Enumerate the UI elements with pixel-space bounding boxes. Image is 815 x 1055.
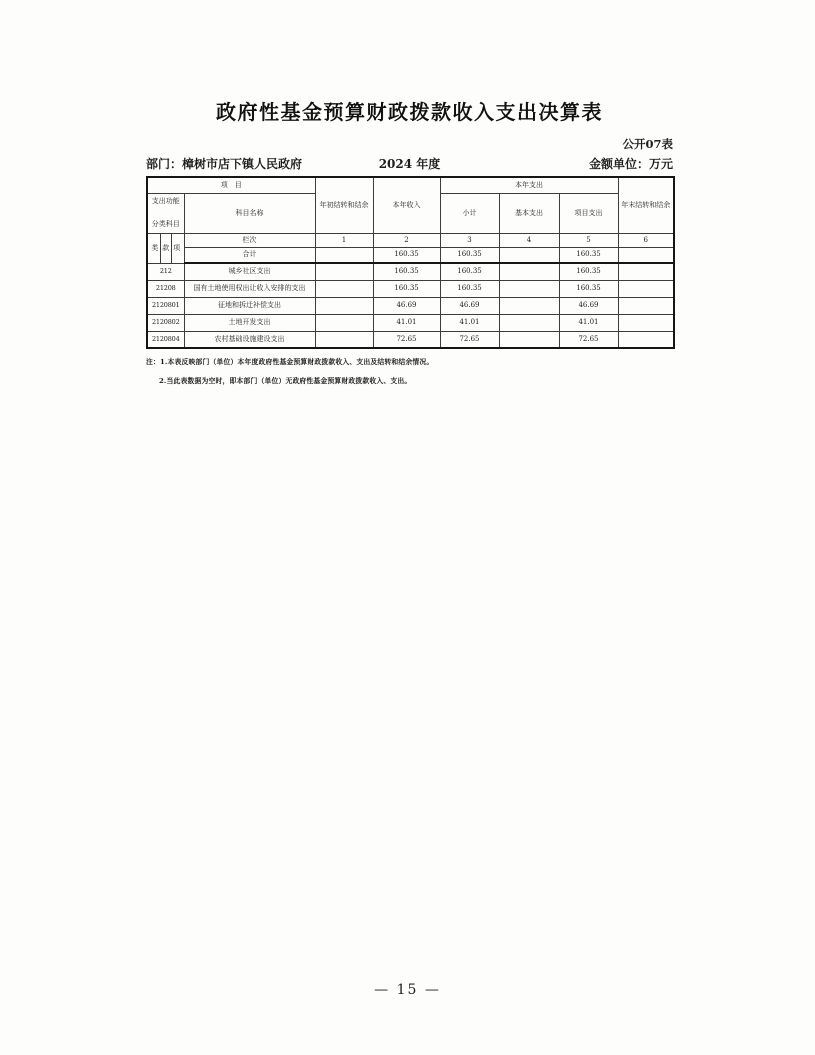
- table-row: [147, 263, 674, 280]
- content-area: [146, 0, 673, 385]
- header-row-1: [147, 177, 674, 193]
- header-project-expense: 项目支出: [559, 193, 618, 233]
- header-func-class: [147, 193, 184, 233]
- header-sec: 款: [160, 234, 171, 263]
- row-code: 2120802: [147, 314, 184, 331]
- cell-subtotal: 41.01: [440, 314, 499, 331]
- total-label: 合计: [184, 247, 315, 263]
- lanci-label: 栏次: [184, 233, 315, 247]
- cell-basic: [499, 314, 559, 331]
- header-year-expense: 本年支出: [440, 177, 618, 193]
- row-name: 征地和拆迁补偿支出: [184, 297, 315, 314]
- cell-end: [618, 263, 674, 280]
- cell-project: 72.65: [559, 331, 618, 348]
- row-name: 农村基础设施建设支出: [184, 331, 315, 348]
- header-subtotal: 小计: [440, 193, 499, 233]
- footnote-2: 2.当此表数据为空时，即本部门（单位）无政府性基金预算财政拨款收入、支出。: [159, 377, 412, 385]
- row-name: 国有土地使用权出让收入安排的支出: [184, 280, 315, 297]
- header-begin-balance: 年初结转和结余: [315, 177, 373, 233]
- cell-begin: [315, 297, 373, 314]
- cell-subtotal: 46.69: [440, 297, 499, 314]
- cell-project: 46.69: [559, 297, 618, 314]
- cell-begin: [315, 263, 373, 280]
- cell-subtotal: 72.65: [440, 331, 499, 348]
- header-item: 项: [171, 234, 182, 263]
- cell-end: [618, 314, 674, 331]
- cell-income: 160.35: [373, 280, 440, 297]
- footnotes: [146, 356, 673, 385]
- row-name: 土地开发支出: [184, 314, 315, 331]
- cell-income: 46.69: [373, 297, 440, 314]
- fiscal-year-label: 2024 年度: [378, 157, 441, 171]
- col-number-2: 2: [373, 233, 440, 247]
- header-func-class-line2: 分类科目: [151, 220, 180, 228]
- cell-subtotal: 160.35: [440, 280, 499, 297]
- row-code: 21208: [147, 280, 184, 297]
- cell-end: [618, 280, 674, 297]
- row-code: 212: [147, 263, 184, 280]
- total-income: 160.35: [373, 247, 440, 263]
- cell-project: 160.35: [559, 263, 618, 280]
- header-year-income: 本年收入: [373, 177, 440, 233]
- header-end-balance: 年末结转和结余: [618, 177, 674, 233]
- cell-begin: [315, 314, 373, 331]
- cell-begin: [315, 280, 373, 297]
- department-label: 部门：樟树市店下镇人民政府: [146, 157, 303, 171]
- row-code: 2120804: [147, 331, 184, 348]
- cell-begin: [315, 331, 373, 348]
- page-number: — 15 —: [374, 982, 441, 998]
- total-begin: [315, 247, 373, 263]
- cell-project: 160.35: [559, 280, 618, 297]
- row-name: 城乡社区支出: [184, 263, 315, 280]
- meta-row: [146, 155, 673, 172]
- row-code: 2120801: [147, 297, 184, 314]
- header-cat-sec-item: [147, 233, 184, 263]
- page-title: 政府性基金预算财政拨款收入支出决算表: [216, 100, 603, 124]
- amount-unit-label: 金额单位：万元: [588, 157, 673, 171]
- budget-table: [146, 176, 675, 349]
- header-func-class-line1: 支出功能: [151, 197, 180, 205]
- total-row: [147, 247, 674, 263]
- total-project: 160.35: [559, 247, 618, 263]
- header-cat: 类: [151, 243, 159, 252]
- cell-end: [618, 331, 674, 348]
- cell-income: 160.35: [373, 263, 440, 280]
- table-row: [147, 331, 674, 348]
- cell-basic: [499, 331, 559, 348]
- cell-income: 41.01: [373, 314, 440, 331]
- table-code-label: 公开07表: [622, 137, 673, 151]
- header-subject-name: 科目名称: [184, 193, 315, 233]
- col-number-5: 5: [559, 233, 618, 247]
- cell-subtotal: 160.35: [440, 263, 499, 280]
- cell-project: 41.01: [559, 314, 618, 331]
- table-row: [147, 297, 674, 314]
- total-end: [618, 247, 674, 263]
- footnote-1: 注：1.本表反映部门（单位）本年度政府性基金预算财政拨款收入、支出及结转和结余情况。: [146, 358, 434, 366]
- column-index-row: [147, 233, 674, 247]
- cell-basic: [499, 297, 559, 314]
- col-number-3: 3: [440, 233, 499, 247]
- cell-end: [618, 297, 674, 314]
- cell-basic: [499, 263, 559, 280]
- cell-basic: [499, 280, 559, 297]
- table-row: [147, 314, 674, 331]
- col-number-1: 1: [315, 233, 373, 247]
- cell-income: 72.65: [373, 331, 440, 348]
- total-subtotal: 160.35: [440, 247, 499, 263]
- header-basic-expense: 基本支出: [499, 193, 559, 233]
- col-number-4: 4: [499, 233, 559, 247]
- header-project: 项 目: [147, 177, 315, 193]
- total-basic: [499, 247, 559, 263]
- table-row: [147, 280, 674, 297]
- col-number-6: 6: [618, 233, 674, 247]
